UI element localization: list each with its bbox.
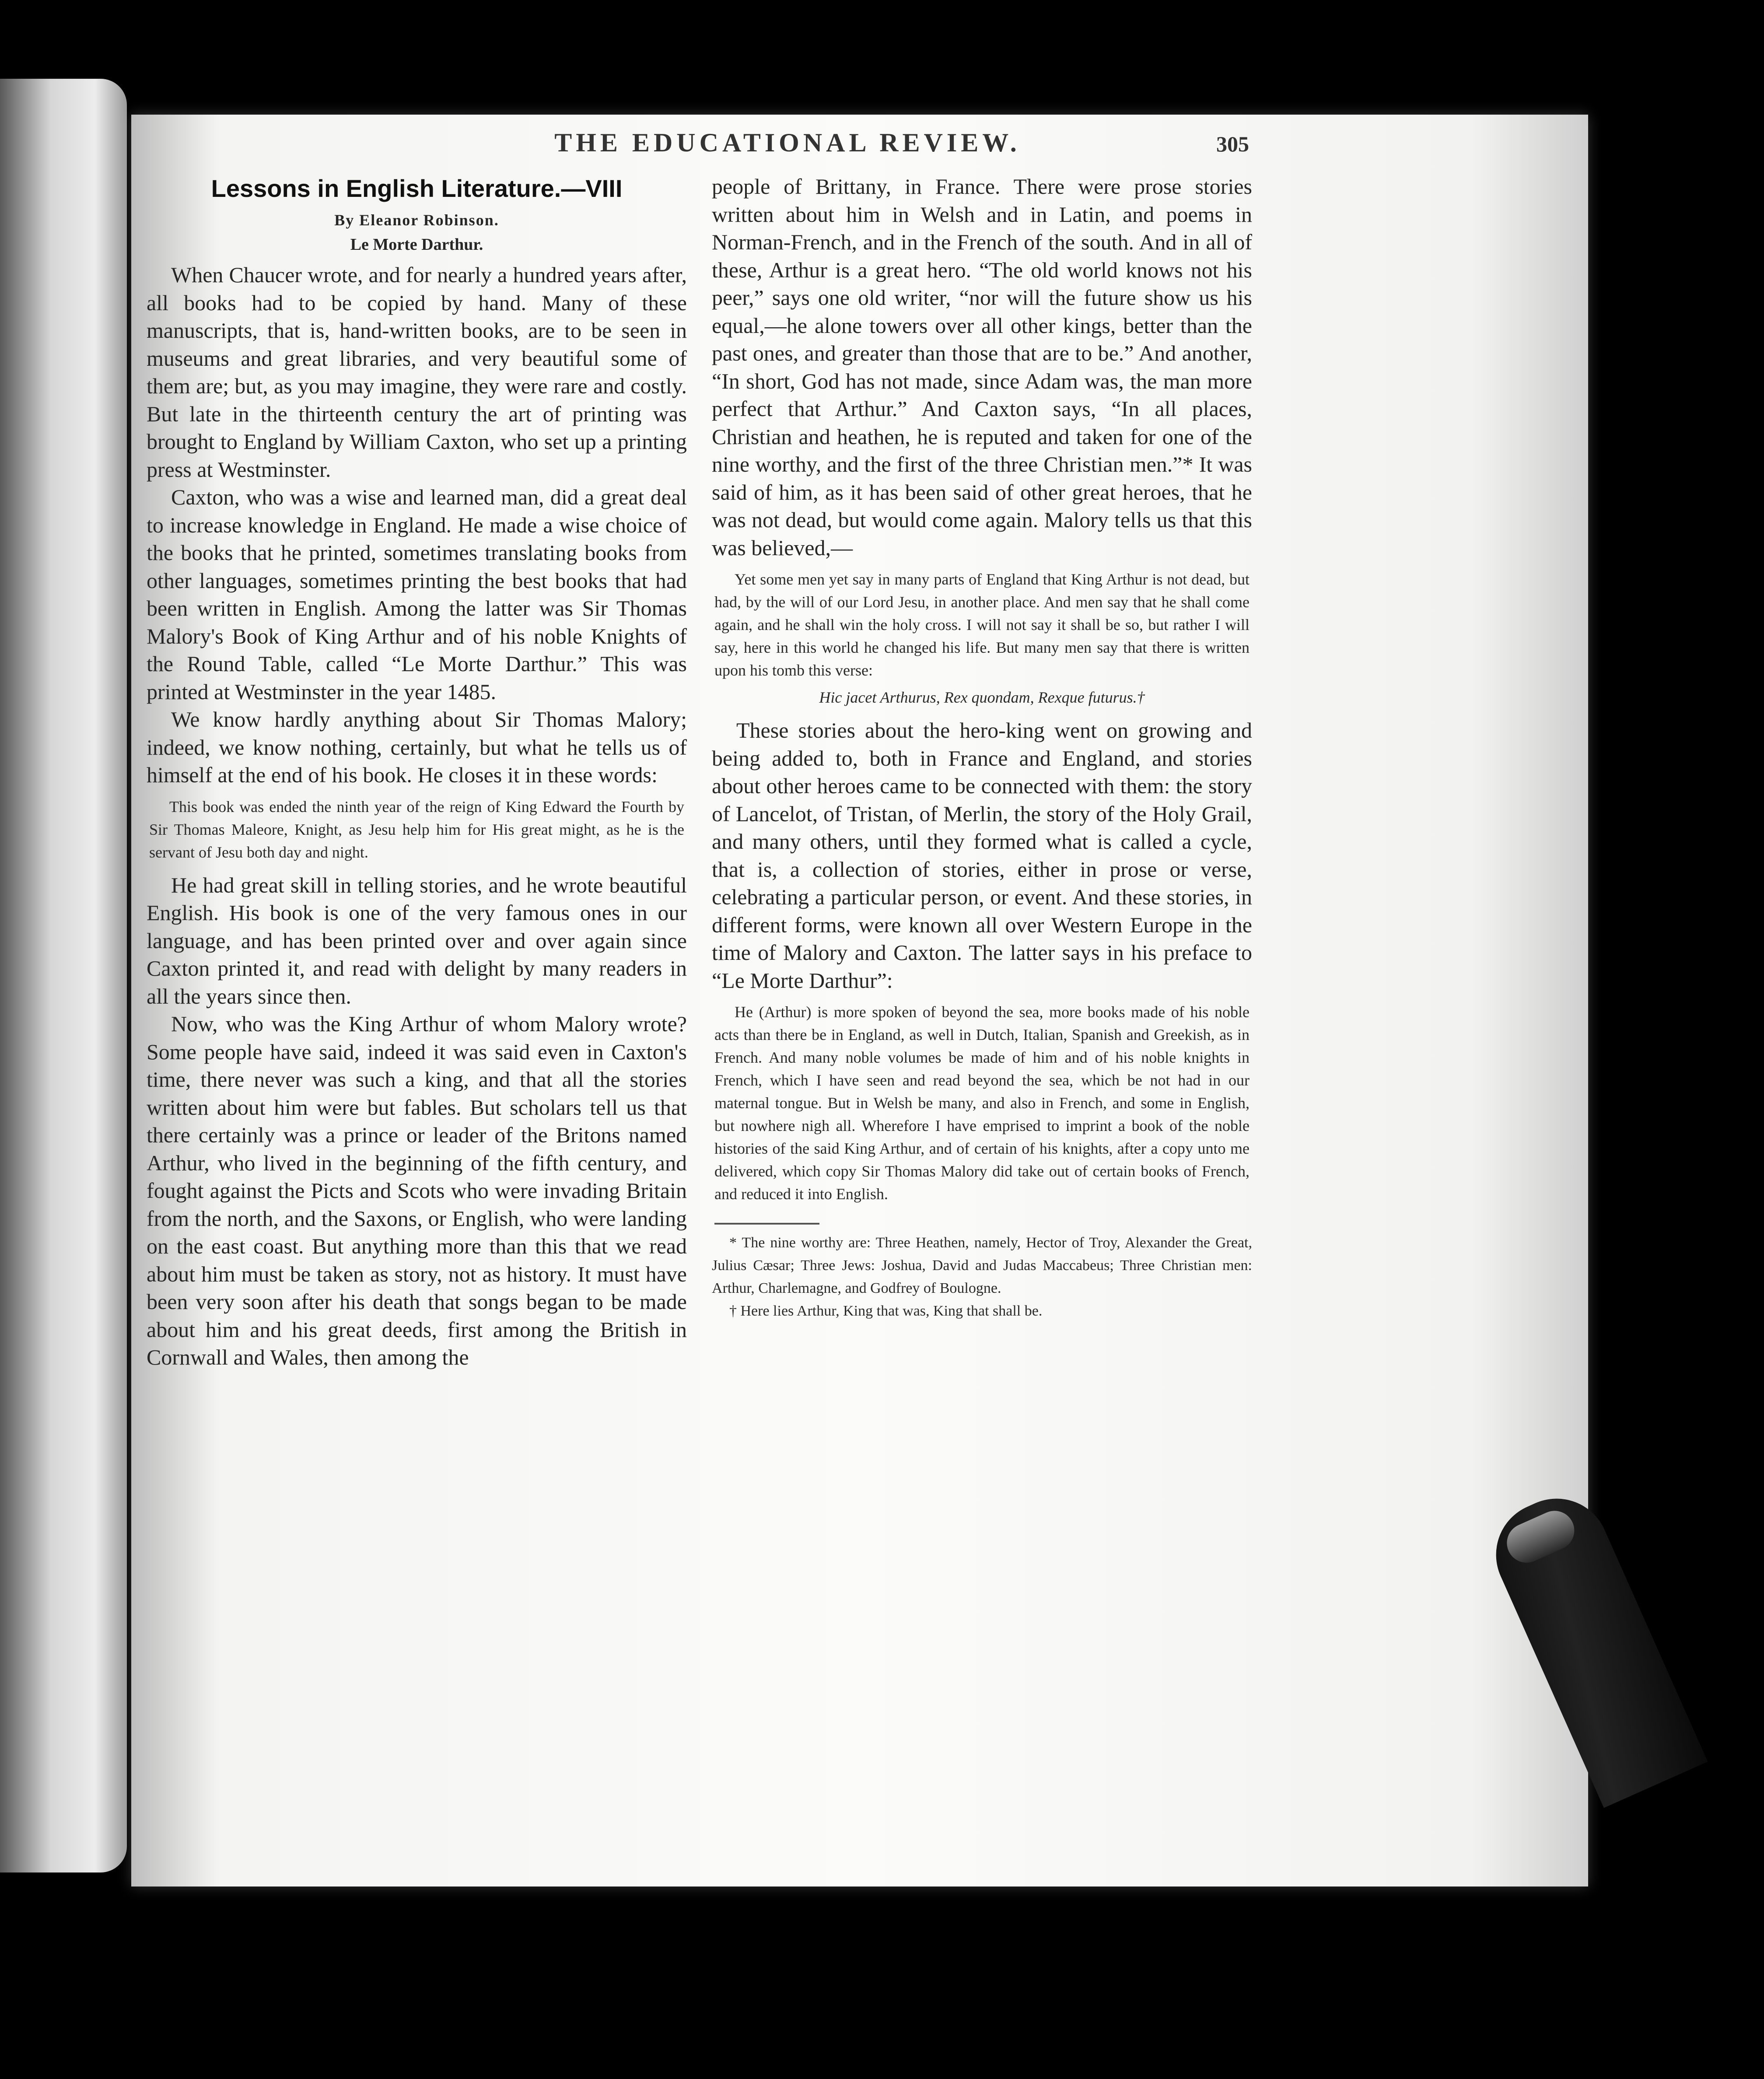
footnote: * The nine worthy are: Three Heathen, namely, Hector of Troy, Alexander the Great, Julius Cæsar; Three Jews: Joshua, David and Judas Maccabeus; Three Christian men: Arthur, Charlemagne, and Godfrey of Boulogne. — [712, 1235, 1252, 1296]
block-quote — [714, 568, 1250, 709]
article-subtitle: Le Morte Darthur. — [350, 235, 483, 254]
paragraph: We know hardly anything about Sir Thomas Malory; indeed, we know nothing, certainly, but what he tells us of himself at the end of his book. He closes it in these words: — [147, 707, 687, 787]
byline: By Eleanor Robinson. — [334, 211, 499, 229]
block-quote — [149, 795, 684, 864]
facing-page-edge — [0, 79, 127, 1872]
quote-text: This book was ended the ninth year of the reign of King Edward the Fourth by Sir Thomas Maleore, Knight, as Jesu help him for His great might, as he is the servant of Jesu both day and night. — [149, 798, 684, 861]
quote-text: Yet some men yet say in many parts of England that King Arthur is not dead, but had, by the will of our Lord Jesu, in another place. And men say that he shall come again, and he shall win the holy cross. I will not say it shall be so, but rather I will say, here in this world he changed his life. But many men say that there is written upon his tomb this verse: — [714, 570, 1250, 679]
paragraph: Caxton, who was a wise and learned man, did a great deal to increase knowledge in England. He made a wise choice of the books that he printed, sometimes translating books from other languages, sometimes printing the best books that had been written in English. Among the latter was Sir Thomas Malory's Book of King Arthur and of his noble Knights of the Round Table, called “Le Morte Darthur.” This was printed at Westminster in the year 1485. — [147, 485, 687, 704]
paragraph: He had great skill in telling stories, and he wrote beautiful English. His book is one of the very famous ones in our language, and has been printed over and over again since Caxton printed it, and read with delight by many readers in all the years since then. — [147, 872, 687, 1008]
latin-verse: Hic jacet Arthurus, Rex quondam, Rexque futurus.† — [819, 689, 1145, 706]
left-column — [147, 173, 687, 1372]
block-quote — [714, 1001, 1250, 1205]
right-column — [712, 173, 1252, 1323]
page-number: 305 — [1216, 132, 1249, 156]
quote-text: He (Arthur) is more spoken of beyond the sea, more books made of his noble acts than there be in England, as well in Dutch, Italian, Spanish and Greekish, as in French. And many noble volumes be made of him and of his noble knights in French, which I have seen and read beyond the sea, which be not had in our maternal tongue. But in Welsh be many, and also in French, and some in English, but nowhere nigh all. Wherefore I have emprised to imprint a book of the noble histories of the said King Arthur, and of certain of his knights, after a copy unto me delivered, which copy Sir Thomas Malory did take out of certain books of French, and reduced it into English. — [714, 1003, 1250, 1203]
paragraph: These stories about the hero-king went on growing and being added to, both in France and England, and stories about other heroes came to be connected with them: the story of Lancelot, of Tristan, of Merlin, the story of the Holy Grail, and many others, until they formed what is called a cycle, that is, a collection of stories, either in prose or verse, celebrating a particular person, or event. And these stories, in different forms, were known all over Western Europe in the time of Malory and Caxton. The latter says in his preface to “Le Morte Darthur”: — [712, 718, 1252, 993]
footnotes — [712, 1232, 1252, 1323]
paragraph: people of Brittany, in France. There were prose stories written about him in Welsh and in Latin, and poems in Norman-French, and in the French of the south. And in all of these, Arthur is a great hero. “The old world knows not his peer,” says one old writer, “nor will the future show us his equal,—he alone towers over all other kings, better than the past ones, and greater than those that are to be.” And another, “In short, God has not made, since Adam was, the man more perfect that Arthur.” And Caxton says, “In all places, Christian and heathen, he is reputed and taken for one of the nine worthy, and the first of the three Christian men.”* It was said of him, as it has been said of other great heroes, that he was not dead, but would come again. Malory tells us that this was believed,— — [712, 174, 1252, 560]
article-title: Lessons in English Literature.—VIII — [211, 175, 623, 202]
running-head: THE EDUCATIONAL REVIEW. — [554, 128, 1021, 157]
paragraph: Now, who was the King Arthur of whom Malory wrote? Some people have said, indeed it was said even in Caxton's time, there never was such a king, and that all the stories written about him were but fables. But scholars tell us that there certainly was a prince or leader of the Britons named Arthur, who lived in the beginning of the fifth century, and fought against the Picts and Scots who were invading Britain from the north, and the Saxons, or English, who were landing on the east coast. But anything more than this that we read about him must be taken as story, not as history. It must have been very soon after his death that songs began to be made about him and his great deeds, first among the British in Cornwall and Wales, then among the — [147, 1012, 687, 1369]
footnote-rule — [714, 1223, 819, 1225]
paragraph: When Chaucer wrote, and for nearly a hundred years after, all books had to be copied by hand. Many of these manuscripts, that is, hand-written books, are to be seen in museums and great libraries, and very beautiful some of them are; but, as you may imagine, they were rare and costly. But late in the thirteenth century the art of printing was brought to England by William Caxton, who set up a printing press at Westminster. — [147, 262, 687, 482]
footnote: † Here lies Arthur, King that was, King that shall be. — [729, 1303, 1043, 1319]
